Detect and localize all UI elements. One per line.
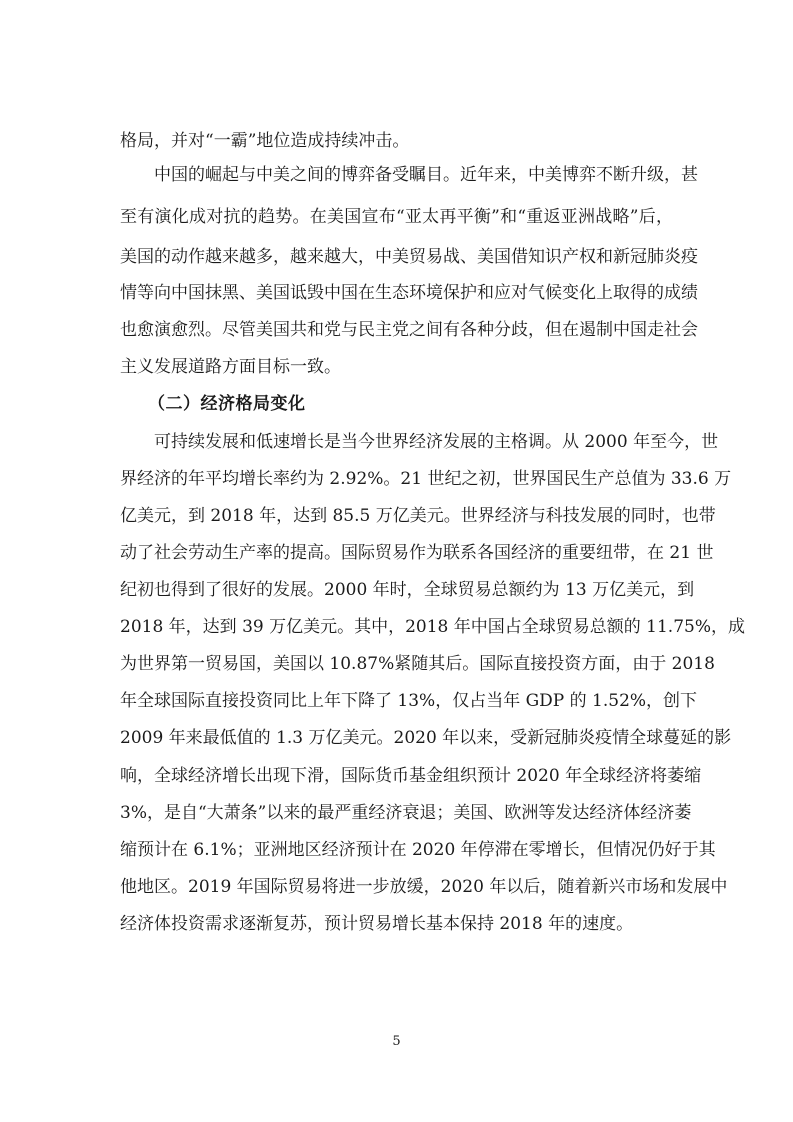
paragraph-line: 2018 年，达到 39 万亿美元。其中，2018 年中国占全球贸易总额的 11.75%，成 [120, 617, 745, 637]
paragraph-line: 可持续发展和低速增长是当今世界经济发展的主格调。从 2000 年至今，世 [154, 432, 719, 452]
paragraph-line: 为世界第一贸易国，美国以 10.87%紧随其后。国际直接投资方面，由于 2018 [120, 654, 715, 674]
paragraph-line: 纪初也得到了很好的发展。2000 年时，全球贸易总额约为 13 万亿美元，到 [120, 580, 695, 600]
paragraph-line: 动了社会劳动生产率的提高。国际贸易作为联系各国经济的重要纽带，在 21 世 [120, 543, 714, 563]
paragraph-line: 美国的动作越来越多，越来越大，中美贸易战、美国借知识产权和新冠肺炎疫 [120, 247, 698, 267]
paragraph-line: 亿美元，到 2018 年，达到 85.5 万亿美元。世界经济与科技发展的同时，也带 [120, 506, 716, 526]
paragraph-line: 至有演化成对抗的趋势。在美国宣布“亚太再平衡”和“重返亚洲战略”后， [120, 207, 673, 227]
paragraph-line: 经济体投资需求逐渐复苏，预计贸易增长基本保持 2018 年的速度。 [120, 914, 634, 934]
paragraph-line: 3%，是自“大萧条”以来的最严重经济衰退；美国、欧洲等发达经济体经济萎 [120, 803, 692, 823]
paragraph-line: 格局，并对“一霸”地位造成持续冲击。 [120, 131, 410, 151]
paragraph-line: 界经济的年平均增长率约为 2.92%。21 世纪之初，世界国民生产总值为 33.6 万 [120, 469, 732, 489]
paragraph-line: 他地区。2019 年国际贸易将进一步放缓，2020 年以后，随着新兴市场和发展中 [120, 877, 728, 897]
paragraph-line: 中国的崛起与中美之间的博弈备受瞩目。近年来，中美博弈不断升级，甚 [154, 165, 698, 185]
paragraph-line: 缩预计在 6.1%；亚洲地区经济预计在 2020 年停滞在零增长，但情况仍好于其 [120, 840, 716, 860]
paragraph-line: 响，全球经济增长出现下滑，国际货币基金组织预计 2020 年全球经济将萎缩 [120, 766, 702, 786]
paragraph-line: 2009 年来最低值的 1.3 万亿美元。2020 年以来，受新冠肺炎疫情全球蔓延的影 [120, 728, 732, 748]
paragraph-line: 年全球国际直接投资同比上年下降了 13%，仅占当年 GDP 的 1.52%，创下 [120, 691, 698, 711]
section-heading: （二）经济格局变化 [148, 394, 306, 414]
paragraph-line: 情等向中国抹黑、美国诋毁中国在生态环境保护和应对气候变化上取得的成绩 [120, 283, 698, 303]
paragraph-line: 主义发展道路方面目标一致。 [120, 357, 341, 377]
paragraph-line: 也愈演愈烈。尽管美国共和党与民主党之间有各种分歧，但在遏制中国走社会 [120, 320, 698, 340]
page-number: 5 [392, 1034, 401, 1049]
